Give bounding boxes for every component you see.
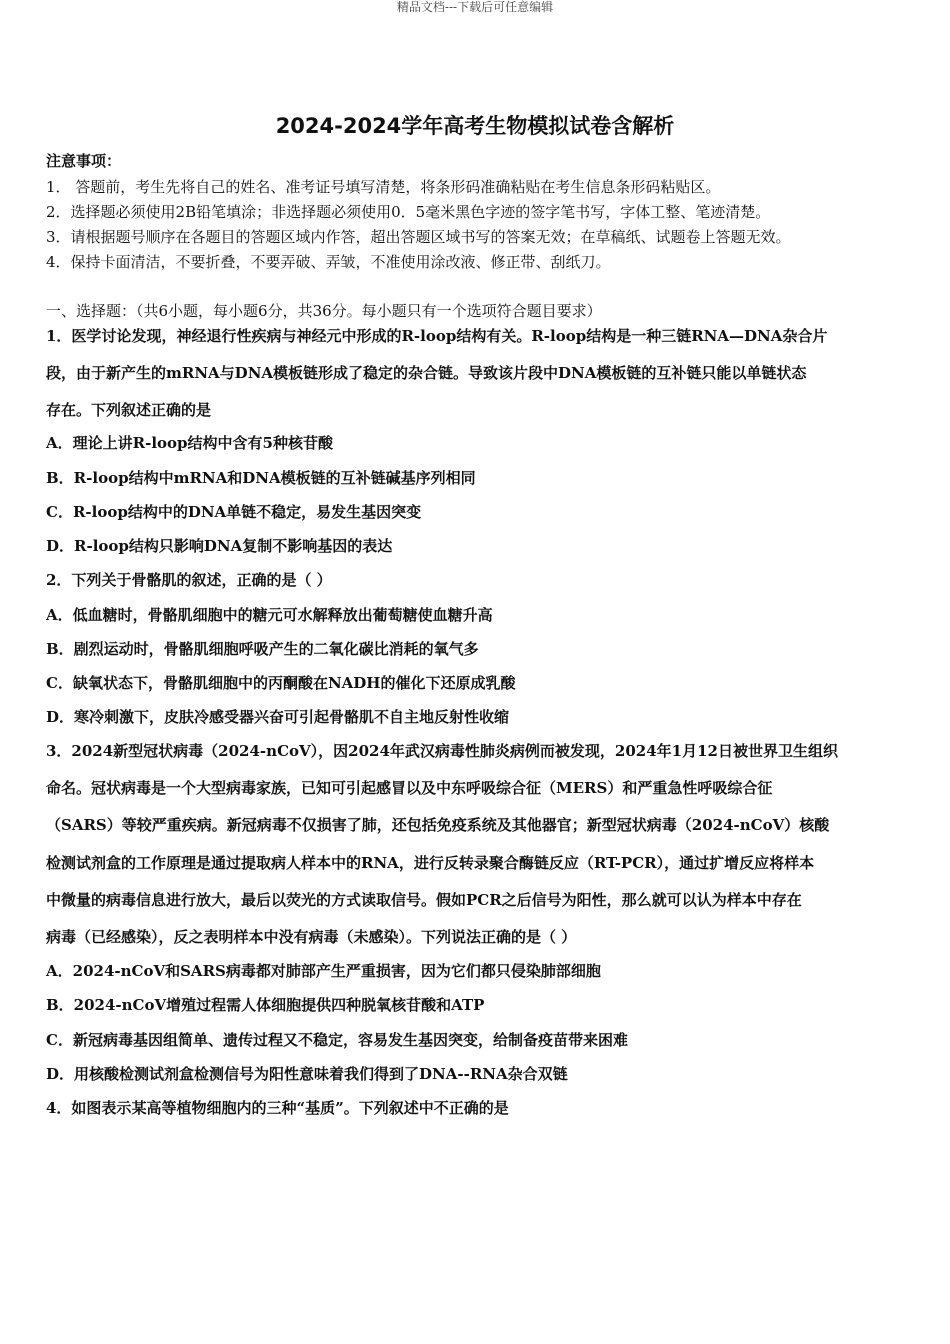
question-stem-line: 病毒（已经感染），反之表明样本中没有病毒（未感染）。下列说法正确的是（ ） bbox=[46, 928, 577, 946]
question-stem: 2．下列关于骨骼肌的叙述，正确的是（ ） bbox=[46, 571, 332, 589]
question-stem-line: 存在。下列叙述正确的是 bbox=[46, 401, 212, 419]
option-b: B．2024-nCoV增殖过程需人体细胞提供四种脱氧核苷酸和ATP bbox=[46, 996, 485, 1014]
option-b: B．R-loop结构中mRNA和DNA模板链的互补链碱基序列相同 bbox=[46, 469, 476, 487]
option-c: C．缺氧状态下，骨骼肌细胞中的丙酮酸在NADH的催化下还原成乳酸 bbox=[46, 674, 516, 692]
option-a: A．2024-nCoV和SARS病毒都对肺部产生严重损害，因为它们都只侵染肺部细胞 bbox=[46, 962, 601, 980]
document-title: 2024-2024学年高考生物模拟试卷含解析 bbox=[275, 114, 675, 138]
header-note: 精品文档---下载后可任意编辑 bbox=[396, 0, 554, 14]
question-stem-line: 3．2024新型冠状病毒（2024-nCoV），因2024年武汉病毒性肺炎病例而被发现，2024年1月12日被世界卫生组织 bbox=[46, 742, 838, 760]
option-a: A．低血糖时，骨骼肌细胞中的糖元可水解释放出葡萄糖使血糖升高 bbox=[46, 606, 493, 624]
option-c: C．新冠病毒基因组简单、遗传过程又不稳定，容易发生基因突变，给制备疫苗带来困难 bbox=[46, 1031, 628, 1049]
option-a: A．理论上讲R-loop结构中含有5种核苷酸 bbox=[46, 434, 333, 452]
question-stem-line: 中微量的病毒信息进行放大，最后以荧光的方式读取信号。假如PCR之后信号为阳性，那么就可以认为样本中存在 bbox=[46, 891, 802, 909]
option-d: D．用核酸检测试剂盒检测信号为阳性意味着我们得到了DNA--RNA杂合双链 bbox=[46, 1065, 568, 1083]
question-stem-line: 1．医学讨论发现，神经退行性疾病与神经元中形成的R-loop结构有关。R-loop结构是一种三链RNA—DNA杂合片 bbox=[46, 327, 828, 345]
question-stem-line: （SARS）等较严重疾病。新冠病毒不仅损害了肺，还包括免疫系统及其他器官；新型冠状病毒（2024-nCoV）核酸 bbox=[46, 816, 830, 834]
notice-item: 2．选择题必须使用2B铅笔填涂；非选择题必须使用0．5毫米黑色字迹的签字笔书写，字体工整、笔迹清楚。 bbox=[46, 203, 771, 221]
question-stem-line: 命名。冠状病毒是一个大型病毒家族，已知可引起感冒以及中东呼吸综合征（MERS）和严重急性呼吸综合征 bbox=[46, 779, 773, 797]
notice-heading: 注意事项： bbox=[46, 152, 122, 170]
option-b: B．剧烈运动时，骨骼肌细胞呼吸产生的二氧化碳比消耗的氧气多 bbox=[46, 640, 479, 658]
option-d: D．寒冷刺激下，皮肤冷感受器兴奋可引起骨骼肌不自主地反射性收缩 bbox=[46, 708, 510, 726]
option-d: D．R-loop结构只影响DNA复制不影响基因的表达 bbox=[46, 537, 393, 555]
section-heading: 一、选择题：（共6小题，每小题6分，共36分。每小题只有一个选项符合题目要求） bbox=[46, 302, 602, 320]
question-stem-line: 段，由于新产生的mRNA与DNA模板链形成了稳定的杂合链。导致该片段中DNA模板链的互补链只能以单链状态 bbox=[46, 364, 807, 382]
notice-item: 3．请根据题号顺序在各题目的答题区域内作答，超出答题区域书写的答案无效；在草稿纸、试题卷上答题无效。 bbox=[46, 228, 791, 246]
option-c: C．R-loop结构中的DNA单链不稳定，易发生基因突变 bbox=[46, 503, 422, 521]
question-stem-line: 检测试剂盒的工作原理是通过提取病人样本中的RNA，进行反转录聚合酶链反应（RT-PCR），通过扩增反应将样本 bbox=[46, 854, 815, 872]
notice-item: 1． 答题前，考生先将自己的姓名、准考证号填写清楚，将条形码准确粘贴在考生信息条形码粘贴区。 bbox=[46, 178, 721, 196]
question-stem: 4．如图表示某高等植物细胞内的三种“基质”。下列叙述中不正确的是 bbox=[46, 1099, 509, 1117]
notice-item: 4．保持卡面清洁，不要折叠，不要弄破、弄皱，不准使用涂改液、修正带、刮纸刀。 bbox=[46, 253, 611, 271]
